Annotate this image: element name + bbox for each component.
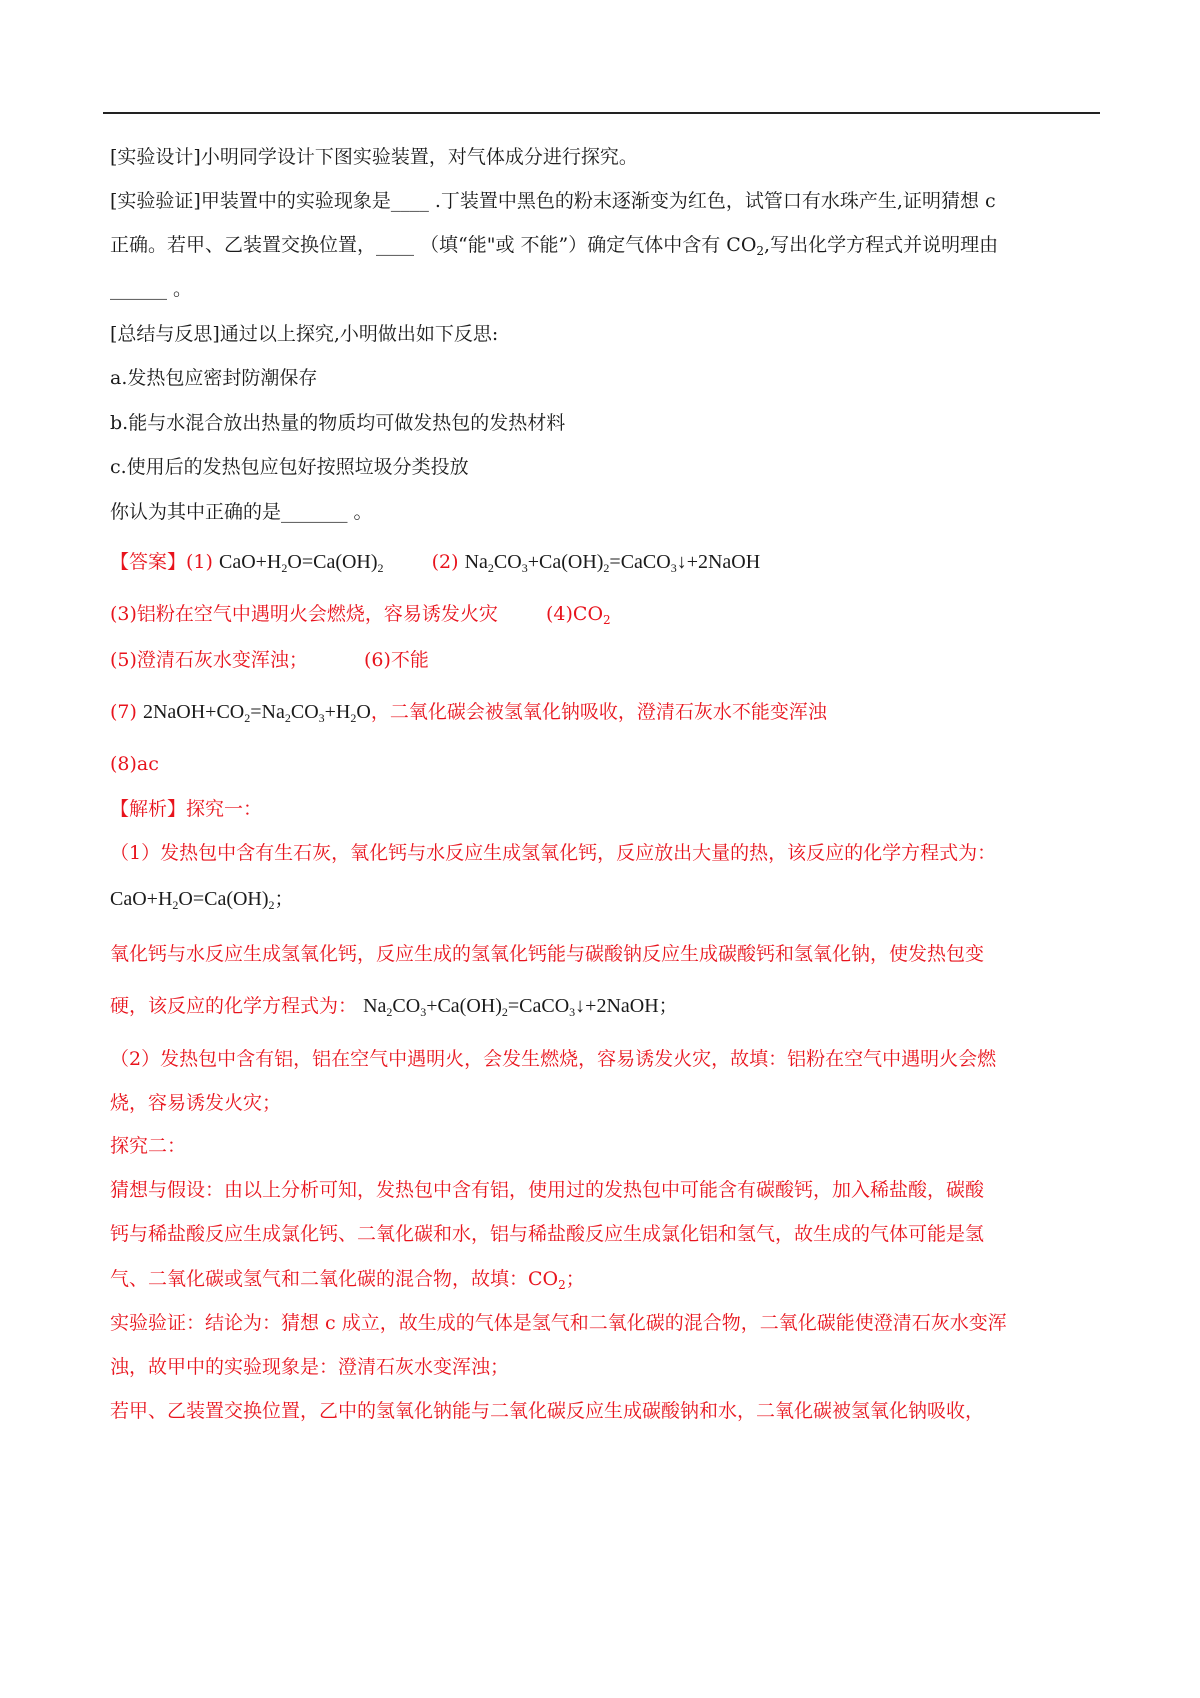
- analysis-label: 【解析】探究一：: [110, 798, 263, 820]
- analysis-p5: 烧，容易诱发火灾；: [110, 1092, 282, 1114]
- answer-line-4: [110, 698, 1100, 726]
- equation-na2co3: $Na_2CO_3+Ca(OH)_2=CaCO_3↓+2NaOH$: [464, 551, 761, 575]
- answer-label: 【答案】: [110, 551, 187, 573]
- question-correct: 你认为其中正确的是_______ 。: [110, 501, 373, 523]
- analysis-p4: （2）发热包中含有铝，铝在空气中遇明火，会发生燃烧，容易诱发火灾，故填：铝粉在空气中遇明火会燃: [110, 1048, 997, 1070]
- equation-naoh: $2NaOH+CO_2=Na_2CO_3+H_2O$: [142, 701, 371, 725]
- answer-line-1: [110, 548, 1100, 576]
- option-c: c.使用后的发热包应包好按照垃圾分类投放: [110, 456, 469, 478]
- para-verify-2: [110, 231, 1100, 259]
- equation-cao-2: $CaO+H_2O=Ca(OH)_2$: [110, 888, 275, 912]
- answer-5: (5)澄清石灰水变浑浊；: [110, 649, 308, 671]
- analysis-p11: 浊，故甲中的实验现象是：澄清石灰水变浑浊；: [110, 1356, 510, 1378]
- answer-8: (8)ac: [110, 753, 159, 775]
- answer-4: $(4)CO_2$: [546, 603, 611, 627]
- analysis-p1: （1）发热包中含有生石灰，氧化钙与水反应生成氢氧化钙，反应放出大量的热，该反应的化学方程式为：: [110, 842, 997, 864]
- equation-na2co3-2: $Na_2CO_3+Ca(OH)_2=CaCO_3↓+2NaOH$: [363, 995, 659, 1019]
- option-a: a.发热包应密封防潮保存: [110, 367, 318, 389]
- para-design: [实验设计]小明同学设计下图实验装置，对气体成分进行探究。: [110, 146, 638, 168]
- subscript: 2: [756, 244, 765, 258]
- text: 正确。若甲、乙装置交换位置，____ （填“能"或 不能”）确定气体中含有 CO: [110, 234, 757, 256]
- analysis-p3: 硬，该反应的化学方程式为： $Na_2CO_3+Ca(OH)_2=CaCO_3↓+2NaOH$；: [110, 995, 678, 1019]
- answer-line-3: [110, 646, 1100, 674]
- analysis-eq-cao: $CaO+H_2O=Ca(OH)_2$；: [110, 888, 294, 912]
- text: ,写出化学方程式并说明理由: [764, 234, 999, 256]
- answer-7-num: (7): [110, 701, 137, 723]
- equation-cao: $CaO+H_2O=Ca(OH)_2$: [218, 551, 384, 575]
- para-verify-1: [实验验证]甲装置中的实验现象是____ .丁装置中黑色的粉末逐渐变为红色，试管口有水珠产生,证明猜想 c: [110, 190, 996, 212]
- para-summary: [总结与反思]通过以上探究,小明做出如下反思:: [110, 323, 499, 345]
- answer-6: (6)不能: [364, 649, 429, 671]
- answer-2-num: (2): [431, 551, 459, 573]
- analysis-p7: 猜想与假设：由以上分析可知，发热包中含有铝，使用过的发热包中可能含有碳酸钙，加入稀盐酸，碳酸: [110, 1179, 985, 1201]
- header-rule: [103, 112, 1100, 114]
- analysis-p9: 气、二氧化碳或氢气和二氧化碳的混合物，故填：$CO_2$；: [110, 1268, 585, 1292]
- analysis-p12: 若甲、乙装置交换位置，乙中的氢氧化钠能与二氧化碳反应生成碳酸钠和水，二氧化碳被氢氧化钠吸收，: [110, 1400, 985, 1422]
- analysis-p8: 钙与稀盐酸反应生成氯化钙、二氧化碳和水，铝与稀盐酸反应生成氯化铝和氢气，故生成的气体可能是氢: [110, 1223, 985, 1245]
- answer-3: (3)铝粉在空气中遇明火会燃烧，容易诱发火灾: [110, 603, 498, 625]
- option-b: b.能与水混合放出热量的物质均可做发热包的发热材料: [110, 412, 566, 434]
- analysis-p6: 探究二：: [110, 1135, 187, 1157]
- analysis-p2: 氧化钙与水反应生成氢氧化钙，反应生成的氢氧化钙能与碳酸钠反应生成碳酸钙和氢氧化钠，使发热包变: [110, 943, 985, 965]
- text: 硬，该反应的化学方程式为：: [110, 995, 358, 1017]
- analysis-p10: 实验验证：结论为：猜想 c 成立，故生成的气体是氢气和二氧化碳的混合物，二氧化碳能使澄清石灰水变浑: [110, 1312, 1007, 1334]
- answer-1-num: (1): [186, 551, 213, 573]
- answer-line-2: [110, 600, 1100, 628]
- para-verify-3: ______ 。: [110, 278, 193, 300]
- answer-7-reason: ，二氧化碳会被氢氧化钠吸收，澄清石灰水不能变浑浊: [370, 701, 827, 723]
